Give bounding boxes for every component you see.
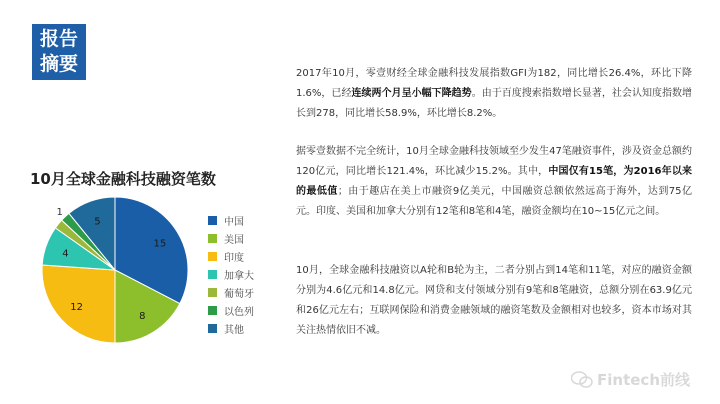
pie-data-label-1: 15 — [153, 238, 167, 250]
legend-swatch — [208, 306, 217, 315]
legend-label: 其他 — [224, 324, 244, 336]
watermark — [571, 369, 690, 390]
pie-data-label-3: 12 — [70, 301, 83, 313]
pie-data-label-2: 8 — [139, 310, 146, 322]
pie-data-label-6: 1 — [56, 206, 63, 218]
legend-item-7 — [208, 319, 254, 337]
pie-data-label-4: 4 — [62, 248, 69, 260]
p2-text-a: 据零壹数据不完全统计，10月全球金融科技领域至少发生47笔融资事件，涉及资金总额约120亿元，同比增长121.4%，环比减少15.2%。其中， — [296, 146, 692, 177]
section-tag — [32, 24, 86, 80]
legend-swatch — [208, 324, 217, 333]
legend-item-5 — [208, 283, 254, 301]
section-tag-line2: 摘要 — [39, 53, 78, 75]
legend-swatch — [208, 270, 217, 279]
summary-paragraph-2 — [296, 142, 692, 222]
legend-swatch — [208, 288, 217, 297]
legend-label: 中国 — [224, 216, 244, 228]
legend-label: 加拿大 — [224, 270, 254, 282]
legend-swatch — [208, 216, 217, 225]
p1-text-b: 。由于百度搜索指数增长显著，社会认知度指数增长到278，同比增长58.9%，环比增长8.2%。 — [296, 88, 693, 119]
p2-text-b: ；由于趣店在美上市融资9亿美元，中国融资总额依然远高于海外，达到75亿元。印度、美国和加拿大分别有12笔和8笔和4笔，融资金额均在10~15亿元之间。 — [296, 186, 692, 217]
summary-paragraph-1 — [296, 64, 692, 124]
watermark-text: Fintech前线 — [597, 371, 690, 389]
legend-item-4 — [208, 265, 254, 283]
wechat-icon — [571, 371, 593, 389]
legend-label: 葡萄牙 — [224, 288, 254, 300]
chart-legend — [208, 211, 254, 337]
legend-swatch — [208, 252, 217, 261]
p2-highlight: 中国仅有15笔，为2016年以来的最低值 — [296, 166, 693, 197]
legend-label: 以色列 — [224, 306, 254, 318]
p1-highlight: 连续两个月呈小幅下降趋势 — [351, 88, 472, 99]
p3-text: 10月，全球金融科技融资以A轮和B轮为主，二者分别占到14笔和11笔，对应的融资金额分别为4.6亿元和14.8亿元。网贷和支付领域分别有9笔和8笔融资，总额分别在63.9亿元和26亿元左右；互联网保险和消费金融领域的融资笔数及金额相对也较多，资本市场对其关注热情依旧不减。 — [296, 265, 692, 336]
section-tag-line1: 报告 — [39, 28, 78, 50]
summary-paragraph-3 — [296, 261, 692, 341]
legend-label: 印度 — [224, 252, 244, 264]
chart-title: 10月全球金融科技融资笔数 — [30, 170, 216, 188]
pie-data-label-7: 5 — [94, 216, 101, 228]
legend-item-1 — [208, 211, 254, 229]
pie-chart — [30, 190, 200, 350]
legend-item-2 — [208, 229, 254, 247]
legend-label: 美国 — [224, 234, 244, 246]
legend-item-6 — [208, 301, 254, 319]
p1-text-a: 2017年10月，零壹财经全球金融科技发展指数GFI为182，同比增长26.4%，环比下降1.6%，已经 — [296, 68, 692, 99]
legend-item-3 — [208, 247, 254, 265]
legend-swatch — [208, 234, 217, 243]
